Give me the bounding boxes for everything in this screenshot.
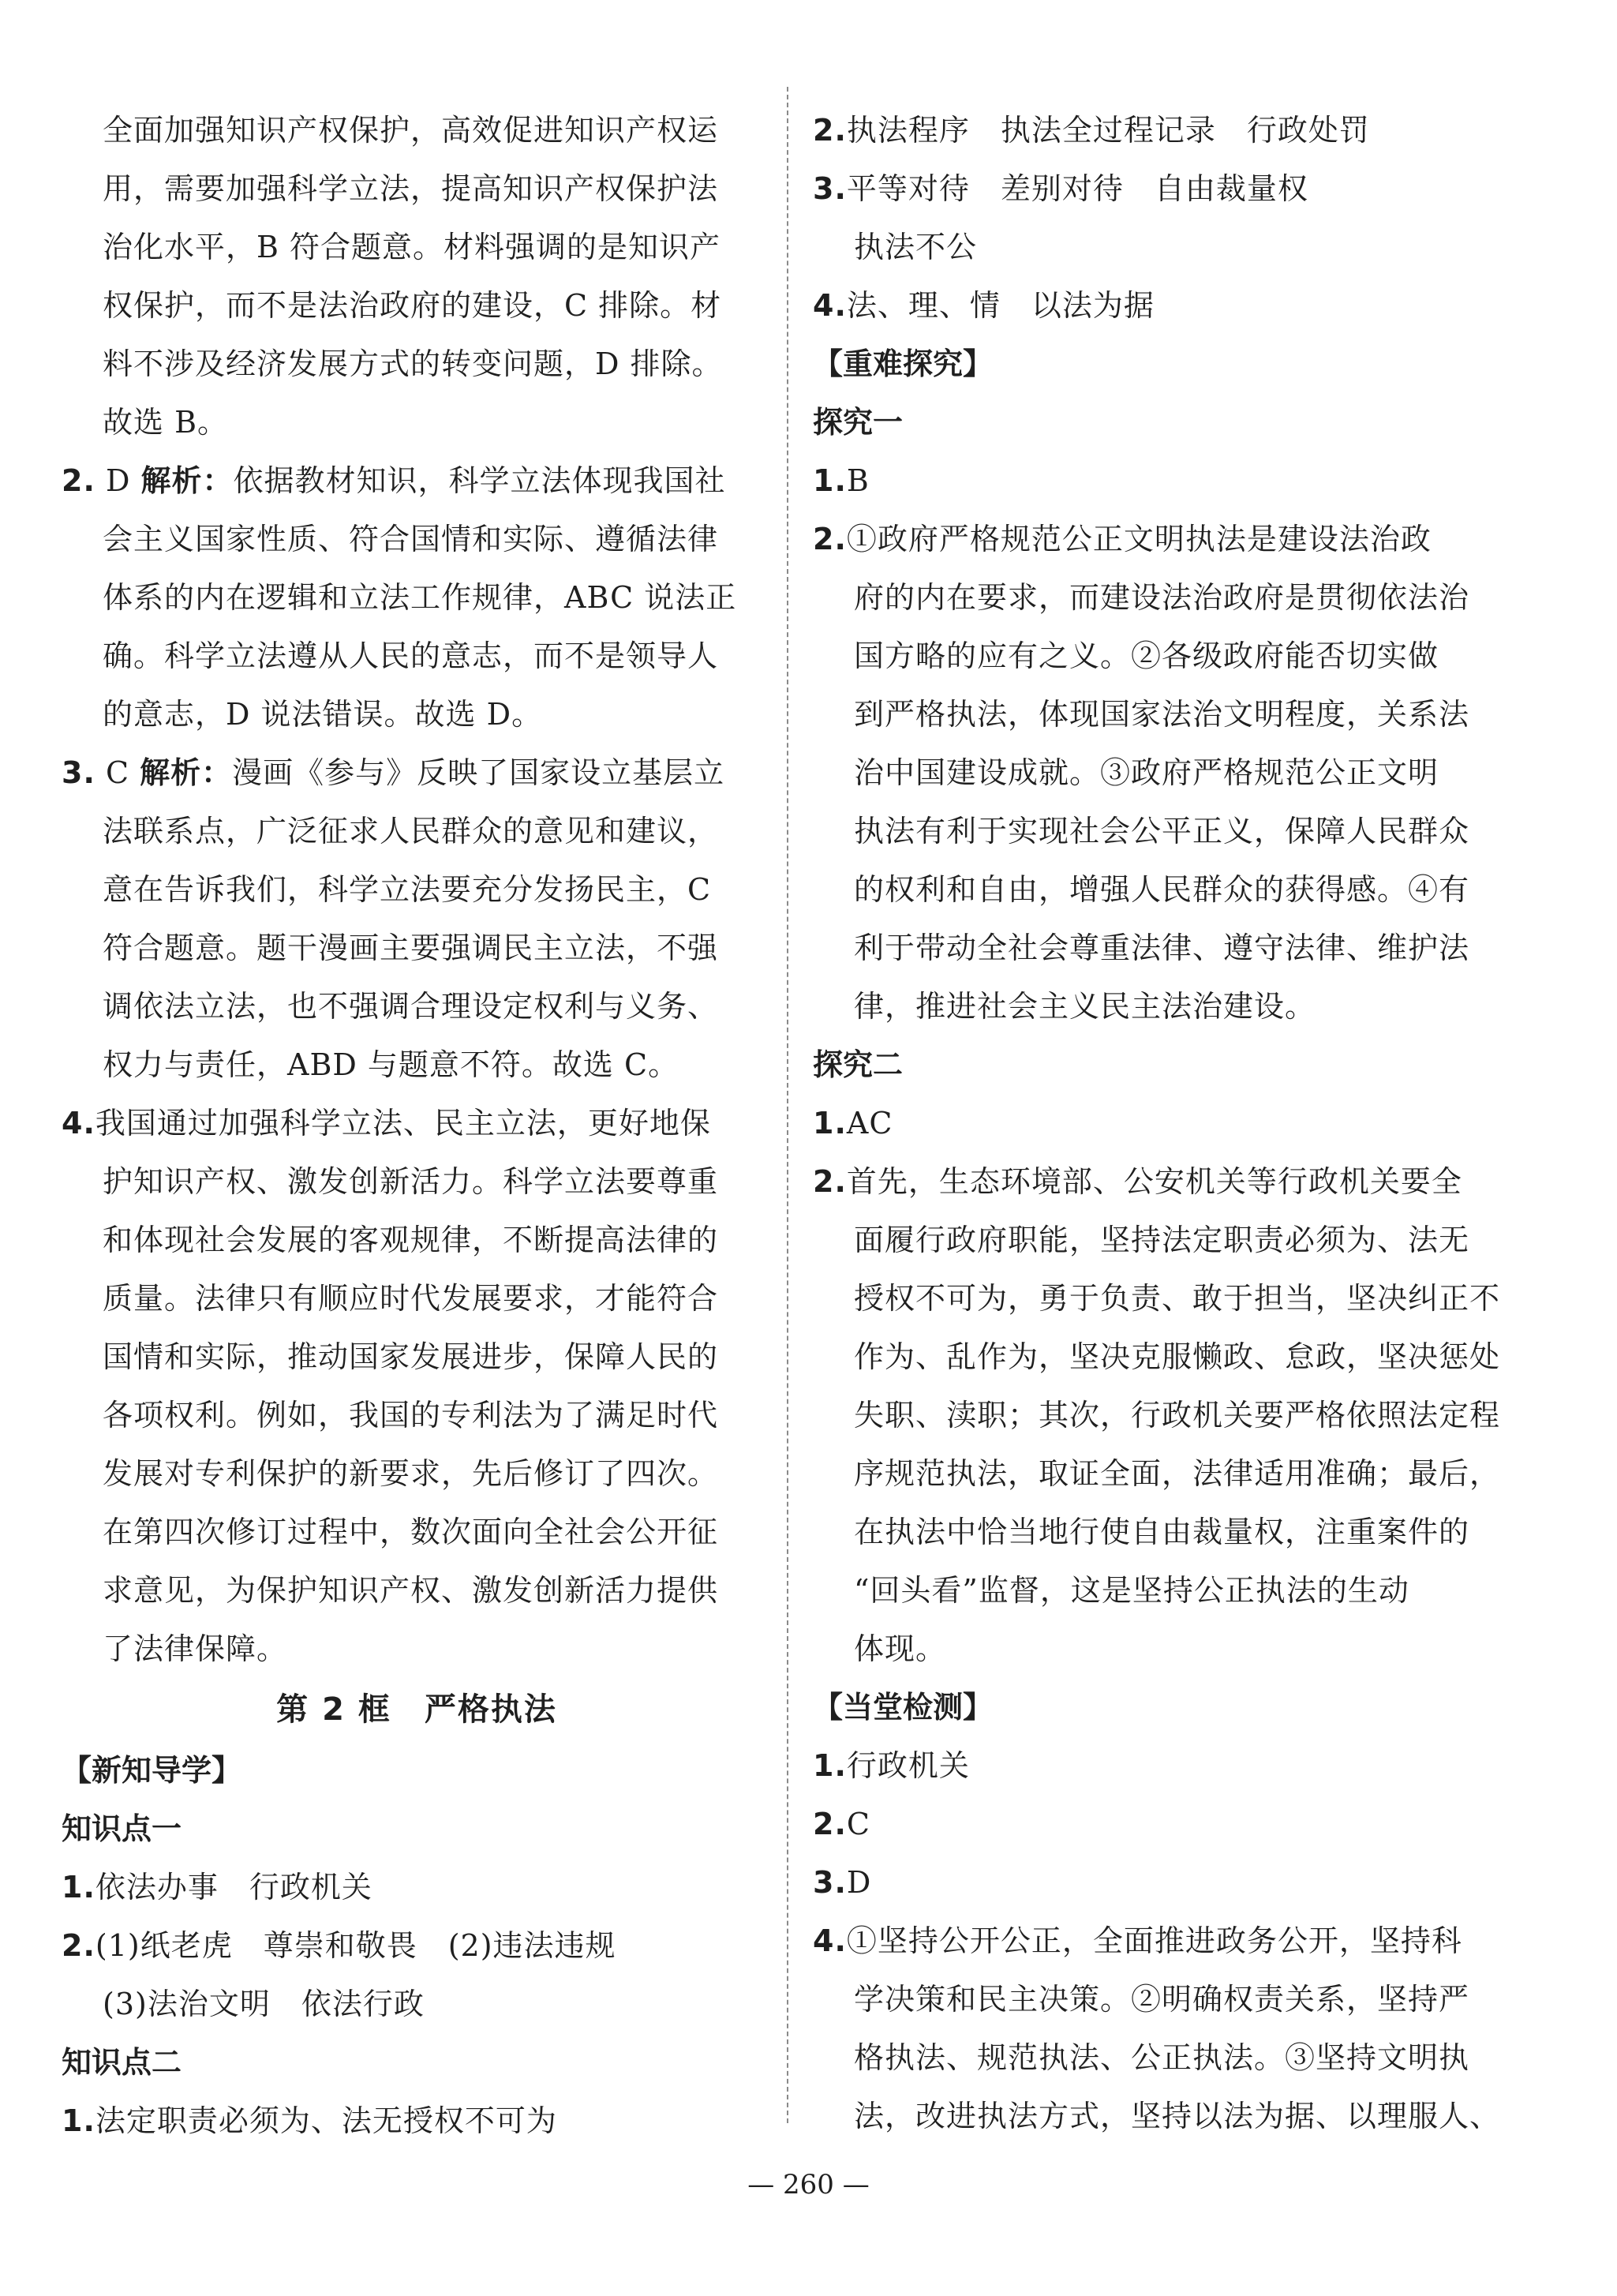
text-line: 执法不公 xyxy=(854,230,978,264)
answer-text: B xyxy=(846,463,870,498)
explore-1: 探究一 xyxy=(813,405,904,440)
text-line: 和体现社会发展的客观规律，不断提高法律的 xyxy=(103,1223,719,1257)
text-line: 体现。 xyxy=(854,1631,947,1666)
text-line: 格执法、规范执法、公正执法。③坚持文明执 xyxy=(854,2040,1470,2075)
text-line: 体系的内在逻辑和立法工作规律，ABC 说法正 xyxy=(103,580,737,615)
text-line: 作为、乱作为，坚决克服懒政、怠政，坚决惩处 xyxy=(854,1339,1501,1374)
text-line: 利于带动全社会尊重法律、遵守法律、维护法 xyxy=(854,931,1470,965)
kp2-item-1 xyxy=(62,2092,772,2150)
item-number: 3. xyxy=(62,755,95,790)
explore-2: 探究二 xyxy=(813,1047,904,1082)
right-column xyxy=(813,101,1527,2145)
item-number: 3. xyxy=(813,171,847,206)
explore2-item-1 xyxy=(813,1094,1527,1152)
text-line: 求意见，为保护知识产权、激发创新活力提供 xyxy=(103,1573,719,1608)
text-line: 在第四次修订过程中，数次面向全社会公开征 xyxy=(103,1515,719,1549)
section-header-dangtang: 【当堂检测】 xyxy=(813,1690,994,1725)
analysis-label: 解析： xyxy=(140,463,234,498)
answer-text: ①政府严格规范公正文明执法是建设法治政 xyxy=(846,522,1432,556)
text-line: 质量。法律只有顺应时代发展要求，才能符合 xyxy=(103,1281,719,1316)
text-line: “回头看”监督，这是坚持公正执法的生动 xyxy=(854,1573,1409,1608)
item-number: 2. xyxy=(62,463,95,498)
text-line: 序规范执法，取证全面，法律适用准确；最后， xyxy=(854,1456,1501,1491)
answer-text: 执法程序 执法全过程记录 行政处罚 xyxy=(846,113,1370,148)
answer-item-4 xyxy=(62,1094,772,1152)
text-line: 治化水平，B 符合题意。材料强调的是知识产 xyxy=(103,230,721,264)
explore2-item-2 xyxy=(813,1152,1527,1211)
text-line: (3)法治文明 依法行政 xyxy=(103,1987,425,2021)
page-number: — 260 — xyxy=(747,2169,870,2200)
text-line: 意在告诉我们，科学立法要充分发扬民主，C xyxy=(103,872,712,907)
text-line: 全面加强知识产权保护，高效促进知识产权运 xyxy=(103,113,719,148)
text-line: 权保护，而不是法治政府的建设，C 排除。材 xyxy=(103,288,722,323)
item-number: 1. xyxy=(813,463,847,498)
answer-text: 依法办事 行政机关 xyxy=(95,1870,372,1905)
answer-text: 我国通过加强科学立法、民主立法，更好地保 xyxy=(95,1106,711,1141)
answer-text: C xyxy=(846,1807,870,1841)
analysis-text: 依据教材知识，科学立法体现我国社 xyxy=(233,463,726,498)
answer-choice: D xyxy=(95,463,141,498)
frame-title: 第 2 框 严格执法 xyxy=(276,1691,557,1728)
knowledge-point-2: 知识点二 xyxy=(62,2045,182,2080)
text-line: 授权不可为，勇于负责、敢于担当，坚决纠正不 xyxy=(854,1281,1501,1316)
text-line: 了法律保障。 xyxy=(103,1631,288,1666)
text-line: 的意志，D 说法错误。故选 D。 xyxy=(103,697,543,732)
item-number: 1. xyxy=(813,1748,847,1783)
text-line: 失职、渎职；其次，行政机关要严格依照法定程 xyxy=(854,1398,1501,1433)
answer-item-3 xyxy=(62,743,772,802)
answer-choice: C xyxy=(95,755,140,790)
text-line: 符合题意。题干漫画主要强调民主立法，不强 xyxy=(103,931,719,965)
analysis-label: 解析： xyxy=(140,755,233,790)
text-line: 治中国建设成就。③政府严格规范公正文明 xyxy=(854,755,1439,790)
text-line: 国方略的应有之义。②各级政府能否切实做 xyxy=(854,639,1439,673)
explore1-item-1 xyxy=(813,451,1527,510)
analysis-text: 漫画《参与》反映了国家设立基层立 xyxy=(232,755,725,790)
kp2-item-2 xyxy=(813,101,1527,159)
section-header-zhongnan: 【重难探究】 xyxy=(813,346,994,381)
kp2-item-4 xyxy=(813,276,1527,335)
kp2-item-3 xyxy=(813,159,1527,218)
text-line: 故选 B。 xyxy=(103,405,229,440)
text-line: 执法有利于实现社会公平正义，保障人民群众 xyxy=(854,814,1470,848)
item-number: 1. xyxy=(62,1870,95,1905)
text-line: 国情和实际，推动国家发展进步，保障人民的 xyxy=(103,1339,719,1374)
text-line: 用，需要加强科学立法，提高知识产权保护法 xyxy=(103,171,719,206)
check-item-3 xyxy=(813,1853,1527,1912)
item-number: 1. xyxy=(813,1106,847,1141)
item-number: 4. xyxy=(62,1106,95,1141)
check-item-2 xyxy=(813,1795,1527,1853)
answer-item-2 xyxy=(62,451,772,510)
knowledge-point-1: 知识点一 xyxy=(62,1811,182,1846)
section-header-xinzhi: 【新知导学】 xyxy=(62,1753,242,1788)
item-number: 4. xyxy=(813,1923,847,1958)
item-number: 4. xyxy=(813,288,847,323)
check-item-4 xyxy=(813,1912,1527,1970)
text-line: 的权利和自由，增强人民群众的获得感。④有 xyxy=(854,872,1470,907)
answer-text: AC xyxy=(846,1106,893,1141)
kp1-item-2 xyxy=(62,1916,772,1975)
answer-text: ①坚持公开公正，全面推进政务公开，坚持科 xyxy=(846,1923,1462,1958)
text-line: 律，推进社会主义民主法治建设。 xyxy=(854,989,1316,1024)
text-line: 法，改进执法方式，坚持以法为据、以理服人、 xyxy=(854,2099,1501,2133)
text-line: 各项权利。例如，我国的专利法为了满足时代 xyxy=(103,1398,719,1433)
kp1-item-1 xyxy=(62,1858,772,1916)
answer-text: 行政机关 xyxy=(846,1748,970,1783)
text-line: 在执法中恰当地行使自由裁量权，注重案件的 xyxy=(854,1515,1470,1549)
item-number: 2. xyxy=(813,522,847,556)
text-line: 府的内在要求，而建设法治政府是贯彻依法治 xyxy=(854,580,1470,615)
answer-text: 法定职责必须为、法无授权不可为 xyxy=(95,2103,557,2138)
check-item-1 xyxy=(813,1736,1527,1795)
text-line: 确。科学立法遵从人民的意志，而不是领导人 xyxy=(103,639,719,673)
text-line: 调依法立法，也不强调合理设定权利与义务、 xyxy=(103,989,719,1024)
text-line: 法联系点，广泛征求人民群众的意见和建议， xyxy=(103,814,719,848)
item-number: 2. xyxy=(813,113,847,148)
text-line: 发展对专利保护的新要求，先后修订了四次。 xyxy=(103,1456,719,1491)
text-line: 护知识产权、激发创新活力。科学立法要尊重 xyxy=(103,1164,719,1199)
answer-text: 法、理、情 以法为据 xyxy=(846,288,1155,323)
item-number: 2. xyxy=(813,1164,847,1199)
item-number: 2. xyxy=(62,1928,95,1963)
text-line: 学决策和民主决策。②明确权责关系，坚持严 xyxy=(854,1982,1470,2017)
text-line: 权力与责任，ABD 与题意不符。故选 C。 xyxy=(103,1047,679,1082)
left-column xyxy=(62,101,772,2150)
item-number: 2. xyxy=(813,1807,847,1841)
text-line: 料不涉及经济发展方式的转变问题，D 排除。 xyxy=(103,346,723,381)
text-line: 到严格执法，体现国家法治文明程度，关系法 xyxy=(854,697,1470,732)
answer-text: D xyxy=(846,1865,872,1900)
item-number: 1. xyxy=(62,2103,95,2138)
text-line: 会主义国家性质、符合国情和实际、遵循法律 xyxy=(103,522,719,556)
text-line: 面履行政府职能，坚持法定职责必须为、法无 xyxy=(854,1223,1470,1257)
explore1-item-2 xyxy=(813,510,1527,568)
item-number: 3. xyxy=(813,1865,847,1900)
column-divider xyxy=(787,87,788,2123)
answer-text: (1)纸老虎 尊崇和敬畏 (2)违法违规 xyxy=(95,1928,616,1963)
answer-text: 首先，生态环境部、公安机关等行政机关要全 xyxy=(846,1164,1462,1199)
answer-text: 平等对待 差别对待 自由裁量权 xyxy=(846,171,1308,206)
